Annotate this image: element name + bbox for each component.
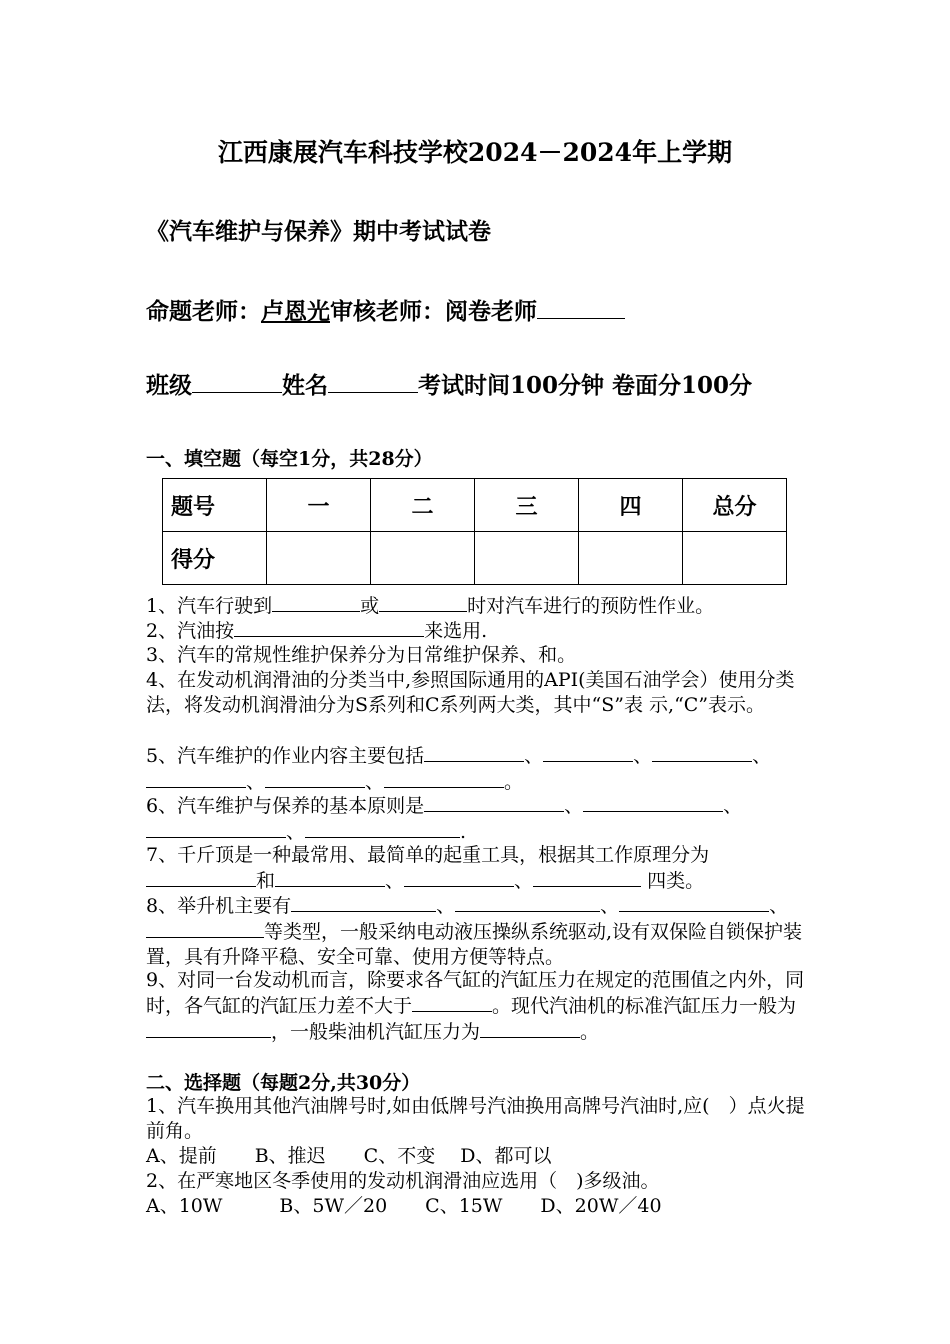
answer-blank[interactable]	[533, 868, 641, 887]
section-2-heading: 二、选择题（每题2分,共30分）	[146, 1072, 421, 1094]
column-header-total: 总分	[683, 479, 787, 532]
reviewer-label: 审核老师：	[330, 298, 445, 325]
column-header-4: 四	[579, 479, 683, 532]
score-cell-total[interactable]	[683, 532, 787, 585]
answer-blank[interactable]	[234, 618, 424, 637]
choice-question-1: 1、汽车换用其他汽油牌号时,如由低牌号汽油换用高牌号汽油时,应( ）点火提前角。	[146, 1095, 805, 1142]
class-blank[interactable]	[192, 368, 282, 393]
page-title: 江西康展汽车科技学校2024－2024年上学期	[217, 138, 733, 167]
row-header-cell: 题号	[163, 479, 267, 532]
answer-blank[interactable]	[583, 793, 723, 812]
fill-question-3: 3、汽车的常规性维护保养分为日常维护保养、和。	[146, 644, 577, 666]
score-label-cell: 得分	[163, 532, 267, 585]
fill-question-1: 1、汽车行驶到 或 时对汽车进行的预防性作业。	[146, 595, 715, 617]
section-1-heading: 一、填空题（每空1分，共28分）	[146, 448, 433, 470]
fill-question-4: 4、在发动机润滑油的分类当中,参照国际通用的API(美国石油学会）使用分类法，将发动机润滑油分为S系列和C系列两大类，其中“S”表 示,“C”表示。	[146, 669, 795, 716]
setter-name: 卢恩光	[261, 298, 330, 325]
score-cell-4[interactable]	[579, 532, 683, 585]
fill-question-6: 6、汽车维护与保养的基本原则是 、 、、 .	[146, 795, 743, 843]
exam-subtitle: 《汽车维护与保养》期中考试试卷	[146, 218, 491, 245]
marker-label: 阅卷老师	[445, 298, 537, 325]
answer-blank[interactable]	[412, 993, 492, 1012]
answer-blank[interactable]	[146, 868, 256, 887]
score-table	[162, 478, 787, 585]
column-header-2: 二	[371, 479, 475, 532]
answer-blank[interactable]	[619, 893, 769, 912]
score-table-score-row	[163, 532, 787, 585]
choice-question-1-options: A、提前 B、推迟 C、不变 D、都可以	[146, 1145, 552, 1167]
name-blank[interactable]	[328, 368, 418, 393]
exam-time: 考试时间100分钟	[418, 372, 605, 399]
score-cell-1[interactable]	[267, 532, 371, 585]
answer-blank[interactable]	[480, 1019, 580, 1038]
answer-blank[interactable]	[146, 819, 286, 838]
total-score: 卷面分100分	[612, 372, 753, 399]
setter-label: 命题老师：	[146, 298, 261, 325]
fill-question-2: 2、汽油按 来选用.	[146, 620, 488, 642]
class-label: 班级	[146, 372, 192, 399]
fill-question-8: 8、举升机主要有 、 、 、等类型，一般采纳电动液压操纵系统驱动,设有双保险自锁保护装置，具有升降平稳、安全可靠、使用方便等特点。	[146, 895, 803, 968]
answer-blank[interactable]	[404, 868, 514, 887]
answer-blank[interactable]	[424, 743, 524, 762]
answer-blank[interactable]	[272, 593, 360, 612]
score-cell-3[interactable]	[475, 532, 579, 585]
teacher-line	[146, 293, 625, 326]
score-cell-2[interactable]	[371, 532, 475, 585]
answer-blank[interactable]	[265, 769, 365, 788]
name-label: 姓名	[282, 372, 328, 399]
answer-blank[interactable]	[305, 819, 460, 838]
marker-blank[interactable]	[537, 294, 625, 319]
choice-question-2: 2、在严寒地区冬季使用的发动机润滑油应选用（ )多级油。	[146, 1170, 660, 1192]
answer-blank[interactable]	[384, 769, 504, 788]
answer-blank[interactable]	[146, 769, 246, 788]
answer-blank[interactable]	[652, 743, 752, 762]
column-header-1: 一	[267, 479, 371, 532]
answer-blank[interactable]	[291, 893, 436, 912]
answer-blank[interactable]	[424, 793, 564, 812]
answer-blank[interactable]	[543, 743, 633, 762]
answer-blank[interactable]	[146, 1019, 271, 1038]
fill-question-9: 9、对同一台发动机而言，除要求各气缸的汽缸压力在规定的范围值之内外，同时，各气缸的汽缸压力差不大于 。现代汽油机的标准汽缸压力一般为，一般柴油机汽缸压力为 。	[146, 969, 805, 1043]
student-info-line	[146, 367, 752, 400]
answer-blank[interactable]	[455, 893, 600, 912]
column-header-3: 三	[475, 479, 579, 532]
answer-blank[interactable]	[146, 919, 264, 938]
choice-question-2-options: A、10W B、5W／20 C、15W D、20W／40	[146, 1195, 662, 1217]
answer-blank[interactable]	[379, 593, 467, 612]
fill-question-7: 7、千斤顶是一种最常用、最简单的起重工具，根据其工作原理分为和 、 、 四类。	[146, 844, 710, 892]
fill-question-5: 5、汽车维护的作业内容主要包括 、 、 、、 、 。	[146, 745, 772, 793]
answer-blank[interactable]	[275, 868, 385, 887]
score-table-header-row	[163, 479, 787, 532]
